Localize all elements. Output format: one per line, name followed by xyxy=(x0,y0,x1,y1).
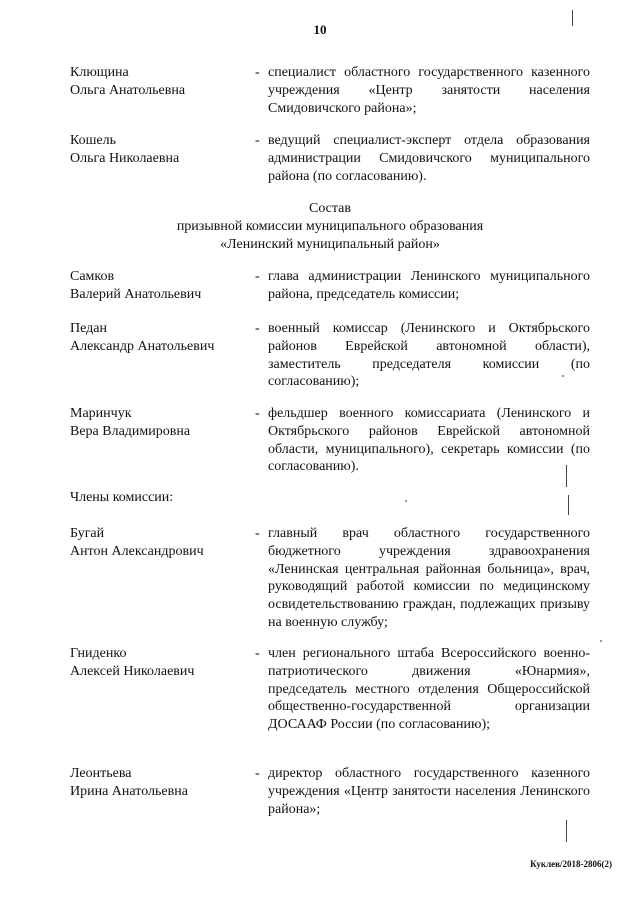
person-last-name: Леонтьева xyxy=(70,766,132,781)
entry-dash: - xyxy=(255,766,260,781)
person-last-name: Бугай xyxy=(70,526,105,541)
person-role: ведущий специалист-эксперт отдела образования администрации Смидовичского муниципального района (по согласованию). xyxy=(268,133,590,184)
person-name xyxy=(70,765,250,801)
person-role: директор областного государственного казенного учреждения «Центр занятости населения Ленинского района»; xyxy=(268,766,590,817)
person-last-name: Гниденко xyxy=(70,646,127,661)
scan-artifact-line xyxy=(566,465,567,487)
person-name xyxy=(70,405,250,441)
heading-line: Состав xyxy=(308,201,351,216)
entry-dash: - xyxy=(255,526,260,541)
entry-dash: - xyxy=(255,133,260,148)
person-first-middle-name: Антон Александрович xyxy=(70,543,204,559)
person-name xyxy=(70,320,250,356)
entry-dash: - xyxy=(255,65,260,80)
scan-artifact-line xyxy=(572,10,573,26)
person-first-middle-name: Ирина Анатольевна xyxy=(70,783,188,799)
person-last-name: Кошель xyxy=(70,133,117,148)
entry-dash: - xyxy=(255,321,260,336)
person-role: главный врач областного государственного бюджетного учреждения здравоохранения «Ленинская центральная районная больница», врач, руководящий работой комиссии по медицинскому освидетельствованию граждан, подлежащих призыву на военную службу; xyxy=(268,526,590,630)
person-last-name: Маринчук xyxy=(70,406,132,421)
person-last-name: Самков xyxy=(70,269,115,284)
person-last-name: Педан xyxy=(70,321,107,336)
person-first-middle-name: Алексей Николаевич xyxy=(70,663,195,679)
person-role: специалист областного государственного казенного учреждения «Центр занятости населения Смидовичского района»; xyxy=(268,65,590,116)
person-role: член регионального штаба Всероссийского военно-патриотического движения «Юнармия», председатель местного отделения Общероссийской общественно-государственной организации ДОСААФ России (по согласованию); xyxy=(268,646,590,733)
person-role: фельдшер военного комиссариата (Ленинского и Октябрьского районов Еврейской автономной области, муниципального), секретарь комиссии (по согласованию). xyxy=(268,406,590,475)
person-name xyxy=(70,64,250,100)
scan-artifact-dot xyxy=(600,640,602,642)
entry-dash: - xyxy=(255,646,260,661)
heading-line: «Ленинский муниципальный район» xyxy=(220,236,440,252)
entry-dash: - xyxy=(255,269,260,284)
person-name xyxy=(70,268,250,304)
scan-artifact-dot xyxy=(562,375,564,377)
scan-artifact-dot xyxy=(405,500,407,502)
document-code: Куклев/2018-2806(2) xyxy=(530,859,612,869)
person-role: глава администрации Ленинского муниципального района, председатель комиссии; xyxy=(268,269,590,302)
person-first-middle-name: Вера Владимировна xyxy=(70,423,191,439)
page-number: 10 xyxy=(313,22,327,37)
scan-artifact-line xyxy=(566,820,567,842)
heading-line: призывной комиссии муниципального образования xyxy=(176,218,484,234)
scan-artifact-line xyxy=(568,495,569,515)
person-first-middle-name: Ольга Николаевна xyxy=(70,150,180,166)
person-role: военный комиссар (Ленинского и Октябрьского районов Еврейской автономной области), заместитель председателя комиссии (по согласованию); xyxy=(268,321,590,390)
section-heading xyxy=(70,200,590,253)
person-first-middle-name: Александр Анатольевич xyxy=(70,338,215,354)
person-name xyxy=(70,645,250,681)
person-name xyxy=(70,525,250,561)
entry-dash: - xyxy=(255,406,260,421)
person-name xyxy=(70,132,250,168)
person-last-name: Клющина xyxy=(70,65,129,80)
person-first-middle-name: Валерий Анатольевич xyxy=(70,286,202,302)
person-first-middle-name: Ольга Анатольевна xyxy=(70,82,186,98)
members-label: Члены комиссии: xyxy=(70,490,174,505)
